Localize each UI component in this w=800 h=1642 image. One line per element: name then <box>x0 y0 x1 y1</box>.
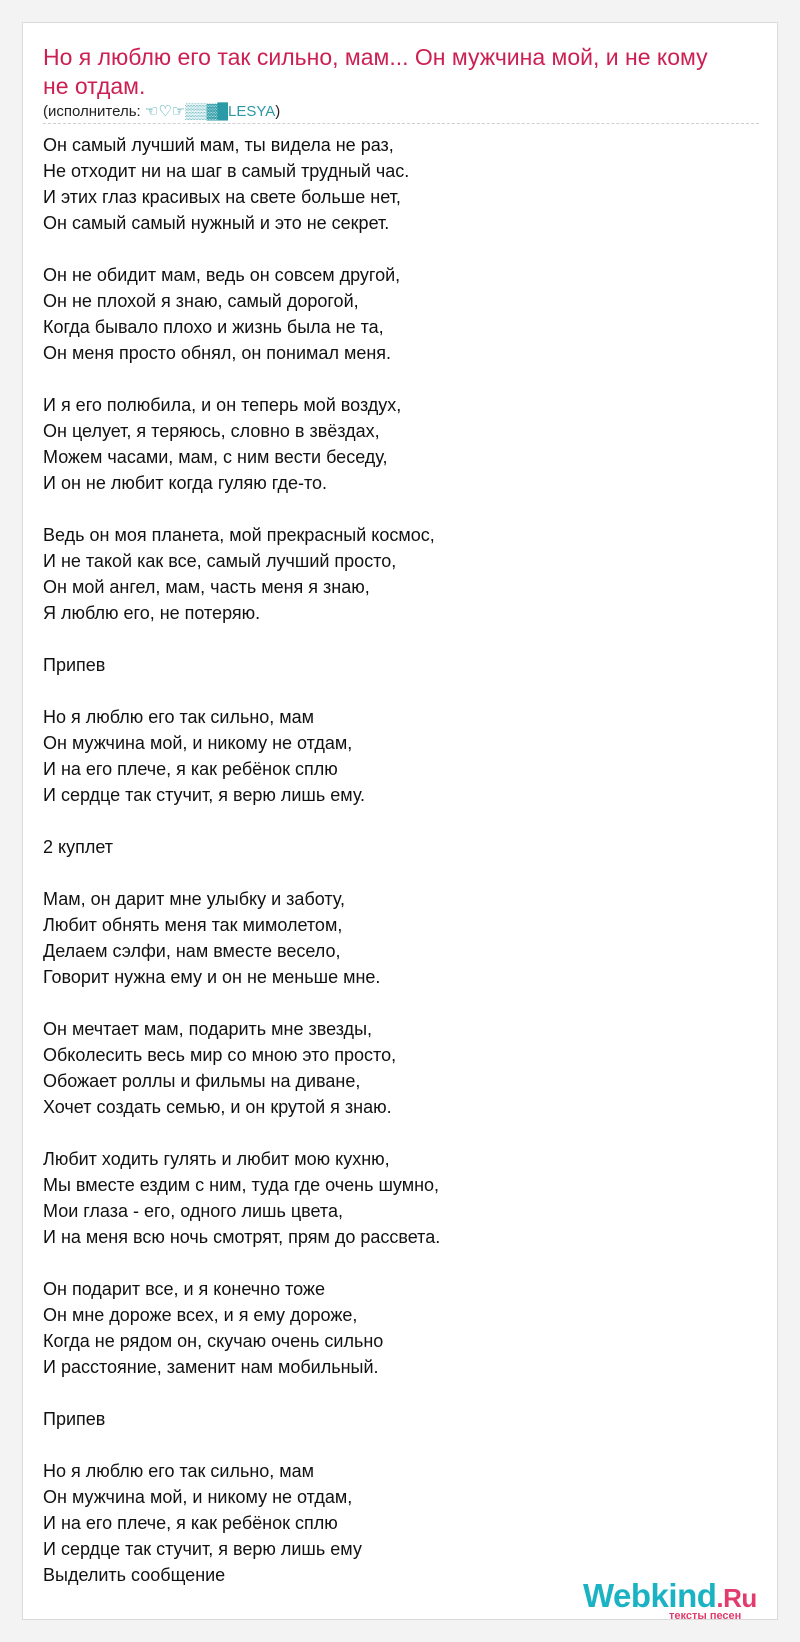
lyric-line: Любит ходить гулять и любит мою кухню, <box>43 1149 390 1169</box>
lyric-line: И сердце так стучит, я верю лишь ему. <box>43 785 366 805</box>
lyric-line: Обожает роллы и фильмы на диване, <box>43 1071 361 1091</box>
lyric-line: Хочет создать семью, и он крутой я знаю. <box>43 1097 392 1117</box>
lyric-line: Он подарит все, и я конечно тоже <box>43 1279 325 1299</box>
lyric-line: Я люблю его, не потеряю. <box>43 603 261 623</box>
lyric-line: Делаем сэлфи, нам вместе весело, <box>43 941 341 961</box>
lyric-line: 2 куплет <box>43 837 113 857</box>
lyrics-stanza <box>43 704 743 808</box>
lyric-line: Не отходит ни на шаг в самый трудный час. <box>43 161 410 181</box>
lyric-line: Мои глаза - его, одного лишь цвета, <box>43 1201 343 1221</box>
lyric-line: Он самый самый нужный и это не секрет. <box>43 213 390 233</box>
lyric-line: Когда не рядом он, скучаю очень сильно <box>43 1331 384 1351</box>
select-message-link[interactable]: Выделить сообщение <box>43 1565 226 1585</box>
lyrics-body <box>43 132 743 1588</box>
lyric-line: Но я люблю его так сильно, мам <box>43 707 315 727</box>
artist-prefix: (исполнитель: <box>43 103 145 120</box>
lyric-line: Мы вместе ездим с ним, туда где очень шумно, <box>43 1175 440 1195</box>
lyric-line: Он меня просто обнял, он понимал меня. <box>43 343 392 363</box>
lyric-line: Он мужчина мой, и никому не отдам, <box>43 733 353 753</box>
lyric-line: Он не плохой я знаю, самый дорогой, <box>43 291 359 311</box>
lyric-line: Он мужчина мой, и никому не отдам, <box>43 1487 353 1507</box>
lyric-line: И сердце так стучит, я верю лишь ему <box>43 1539 362 1559</box>
lyrics-stanza <box>43 392 743 496</box>
lyric-line: И я его полюбила, и он теперь мой воздух, <box>43 395 402 415</box>
lyric-line: Он мой ангел, мам, часть меня я знаю, <box>43 577 370 597</box>
lyrics-stanza <box>43 1276 743 1380</box>
lyric-line: Можем часами, мам, с ним вести беседу, <box>43 447 388 467</box>
lyric-line: Он не обидит мам, ведь он совсем другой, <box>43 265 401 285</box>
lyric-line: И этих глаз красивых на свете больше нет, <box>43 187 401 207</box>
logo-tagline: тексты песен <box>669 1610 742 1622</box>
lyric-line: Обколесить весь мир со мною это просто, <box>43 1045 397 1065</box>
lyric-line: Припев <box>43 1409 106 1429</box>
lyrics-stanza <box>43 1458 743 1588</box>
lyric-line: Он самый лучший мам, ты видела не раз, <box>43 135 394 155</box>
lyric-line: И на его плече, я как ребёнок сплю <box>43 1513 338 1533</box>
lyric-line: Ведь он моя планета, мой прекрасный космос, <box>43 525 435 545</box>
lyric-line: И расстояние, заменит нам мобильный. <box>43 1357 379 1377</box>
lyrics-stanza <box>43 834 743 860</box>
title-divider <box>43 123 759 124</box>
lyric-line: Говорит нужна ему и он не меньше мне. <box>43 967 381 987</box>
webkind-logo[interactable] <box>583 1579 783 1623</box>
page-title: Но я люблю его так сильно, мам... Он мужчина мой, и не кому не отдам. <box>43 44 708 99</box>
lyric-line: Но я люблю его так сильно, мам <box>43 1461 315 1481</box>
logo-suffix: .Ru <box>716 1583 757 1613</box>
lyric-line: И не такой как все, самый лучший просто, <box>43 551 397 571</box>
lyric-line: Когда бывало плохо и жизнь была не та, <box>43 317 384 337</box>
lyric-line: Он мне дороже всех, и я ему дороже, <box>43 1305 358 1325</box>
lyric-line: И на меня всю ночь смотрят, прям до рассвета. <box>43 1227 441 1247</box>
lyrics-stanza <box>43 652 743 678</box>
lyric-line: И он не любит когда гуляю где-то. <box>43 473 328 493</box>
lyrics-stanza <box>43 886 743 990</box>
lyrics-stanza <box>43 1406 743 1432</box>
artist-link[interactable]: ☜♡☞▒▒▓█LESYA <box>144 103 276 120</box>
lyric-line: Мам, он дарит мне улыбку и заботу, <box>43 889 346 909</box>
artist-line <box>43 103 280 121</box>
lyric-line: Он целует, я теряюсь, словно в звёздах, <box>43 421 380 441</box>
lyric-line: Любит обнять меня так мимолетом, <box>43 915 343 935</box>
artist-suffix: ) <box>275 103 281 120</box>
lyrics-stanza <box>43 262 743 366</box>
lyrics-stanza <box>43 522 743 626</box>
lyrics-stanza <box>43 132 743 236</box>
logo-main-text: Webkind <box>583 1577 717 1614</box>
lyrics-card <box>22 22 778 1620</box>
lyrics-stanza <box>43 1146 743 1250</box>
lyric-line: И на его плече, я как ребёнок сплю <box>43 759 338 779</box>
lyric-line: Припев <box>43 655 106 675</box>
lyric-line: Он мечтает мам, подарить мне звезды, <box>43 1019 373 1039</box>
lyrics-stanza <box>43 1016 743 1120</box>
